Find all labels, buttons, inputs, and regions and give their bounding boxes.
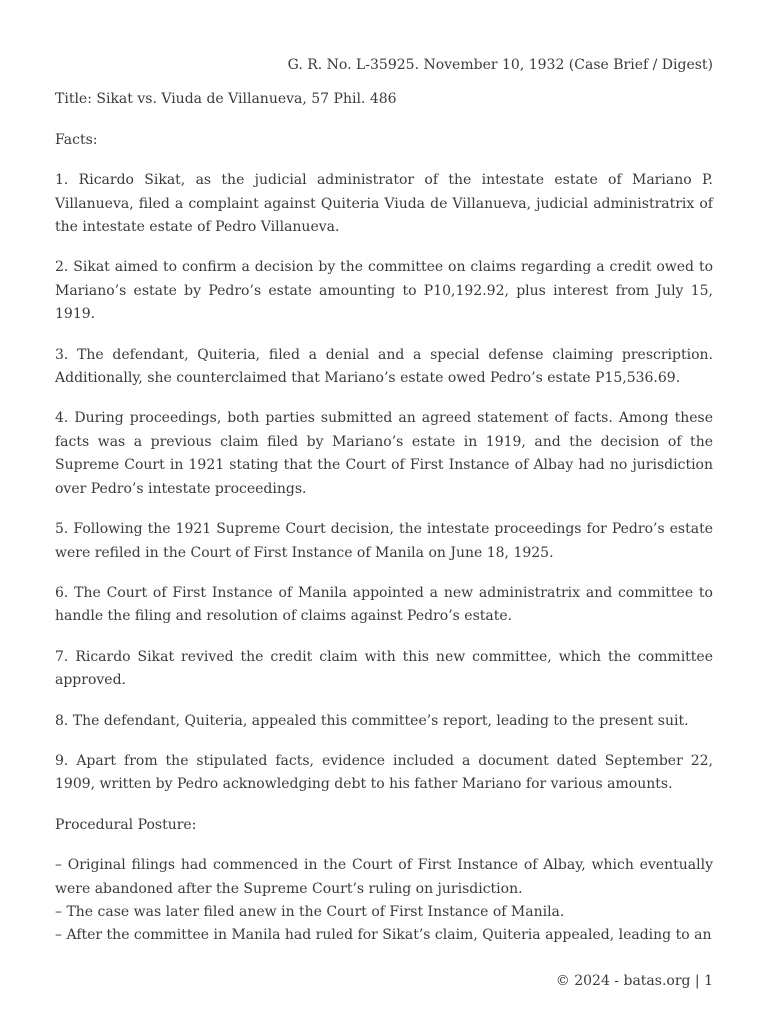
document-header: G. R. No. L-35925. November 10, 1932 (Case Brief / Digest) xyxy=(287,57,713,73)
fact-item-3: 3. The defendant, Quiteria, filed a denial and a special defense claiming prescription. Additionally, she counterclaimed that Mariano’s estate owed Pedro’s estate P15,536.69. xyxy=(55,346,713,387)
fact-item-7: 7. Ricardo Sikat revived the credit claim with this new committee, which the committee approved. xyxy=(55,648,713,689)
fact-item-2: 2. Sikat aimed to confirm a decision by the committee on claims regarding a credit owed to Mariano’s estate by Pedro’s estate amounting to P10,192.92, plus interest from July 15, 1919. xyxy=(55,259,713,323)
page-footer: © 2024 - batas.org | 1 xyxy=(555,973,713,989)
fact-item-8: 8. The defendant, Quiteria, appealed this committee’s report, leading to the present suit. xyxy=(55,712,689,729)
facts-heading: Facts: xyxy=(55,131,98,148)
procedural-list xyxy=(55,854,713,948)
fact-item-6: 6. The Court of First Instance of Manila appointed a new administratrix and committee to handle the filing and resolution of claims against Pedro’s estate. xyxy=(55,584,713,625)
fact-item-4: 4. During proceedings, both parties submitted an agreed statement of facts. Among these facts was a previous claim filed by Mariano’s estate in 1919, and the decision of the Supreme Court in 1921 stating that the Court of First Instance of Albay had no jurisdiction over Pedro’s intestate proceedings. xyxy=(55,410,713,497)
procedural-heading: Procedural Posture: xyxy=(55,816,197,833)
fact-item-5: 5. Following the 1921 Supreme Court decision, the intestate proceedings for Pedro’s estate were refiled in the Court of First Instance of Manila on June 18, 1925. xyxy=(55,521,713,561)
procedural-item-1: – Original filings had commenced in the Court of First Instance of Albay, which eventually were abandoned after the Supreme Court’s ruling on jurisdiction. xyxy=(55,857,713,897)
case-title: Title: Sikat vs. Viuda de Villanueva, 57 Phil. 486 xyxy=(55,91,397,108)
procedural-item-3: – After the committee in Manila had ruled for Sikat’s claim, Quiteria appealed, leading to an xyxy=(55,927,712,944)
fact-item-1: 1. Ricardo Sikat, as the judicial administrator of the intestate estate of Mariano P. Villanueva, filed a complaint against Quiteria Viuda de Villanueva, judicial administratrix of the intestate estate of Pedro Villanueva. xyxy=(55,172,713,236)
fact-item-9: 9. Apart from the stipulated facts, evidence included a document dated September 22, 1909, written by Pedro acknowledging debt to his father Mariano for various amounts. xyxy=(55,752,713,793)
procedural-item-2: – The case was later filed anew in the Court of First Instance of Manila. xyxy=(55,903,565,920)
document-page xyxy=(55,54,713,948)
